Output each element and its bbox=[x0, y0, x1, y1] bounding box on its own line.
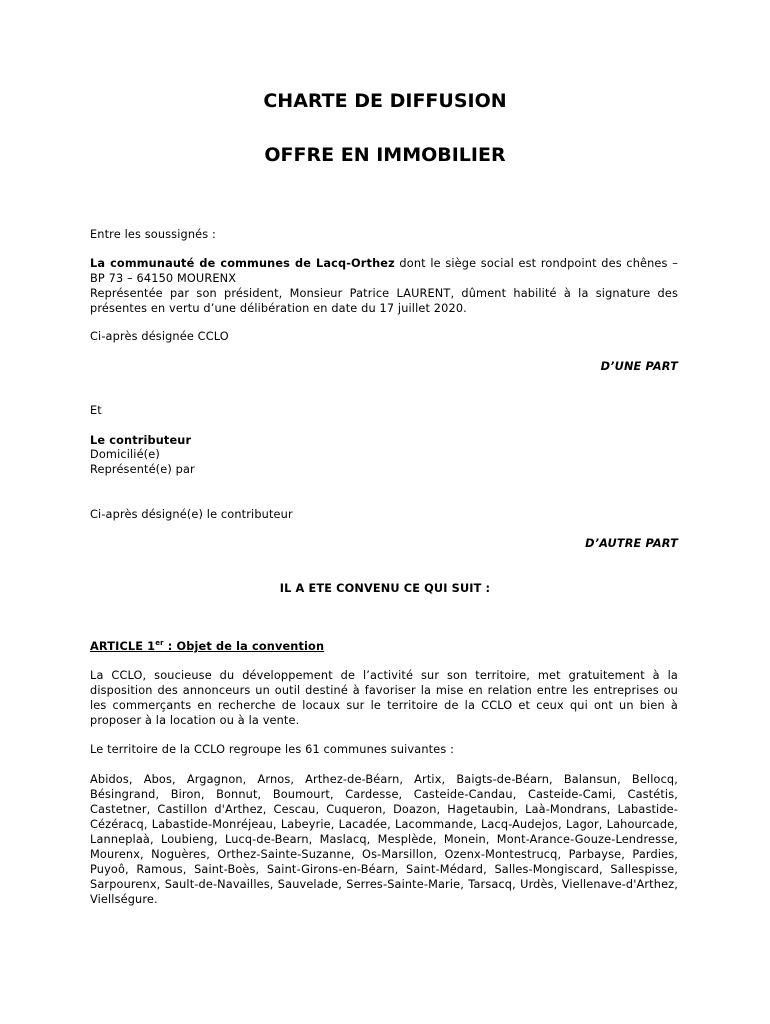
article1-paragraph1: La CCLO, soucieuse du développement de l’activité sur son territoire, met gratuitement à la disposition des annonceurs un outil destiné à favoriser la mise en relation entre les entreprises ou les commerçants en recherche de locaux sur le territoire de la CCLO et ceux qui ont un bien à proposer à la location ou à la vente. bbox=[90, 669, 678, 727]
party2-name bbox=[90, 433, 678, 448]
article1-paragraph2: Le territoire de la CCLO regroupe les 61 communes suivantes : bbox=[90, 743, 455, 756]
party1-designation: Ci-après désignée CCLO bbox=[90, 330, 229, 343]
party1-address: dont le siège social est rondpoint des chênes – BP 73 – 64150 MOURENX bbox=[90, 257, 678, 285]
party1-representation: Représentée par son président, Monsieur Patrice LAURENT, dûment habilité à la signature des présentes en vertu d’une délibération en date du 17 juillet 2020. bbox=[90, 287, 678, 315]
article1-prefix: ARTICLE 1 bbox=[90, 640, 156, 653]
article1-title bbox=[90, 640, 324, 653]
party2-represented: Représenté(e) par bbox=[90, 463, 195, 476]
party2-name-text: Le contributeur bbox=[90, 434, 192, 447]
party1-side: D’UNE PART bbox=[600, 360, 678, 373]
agreement-heading: IL A ETE CONVENU CE QUI SUIT : bbox=[279, 582, 491, 595]
document-title: CHARTE DE DIFFUSION bbox=[263, 90, 507, 112]
party1-name: La communauté de communes de Lacq-Orthez bbox=[90, 257, 395, 270]
article1-sup: er bbox=[155, 639, 164, 647]
and-text: Et bbox=[90, 404, 102, 417]
communes-list: Abidos, Abos, Argagnon, Arnos, Arthez-de-Béarn, Artix, Baigts-de-Béarn, Balansun, Bellocq, Bésingrand, Biron, Bonnut, Boumourt, Cardesse, Casteide-Candau, Casteide-Cami, Castétis, Castetner, Castillon d'Arthez, Cescau, Cuqueron, Doazon, Hagetaubin, Laà-Mondrans, Labastide-Cézéracq, Labastide-Monréjeau, Labeyrie, Lacadée, Lacommande, Lacq-Audejos, Lagor, Lahourcade, Lanneplaà, Loubieng, Lucq-de-Bearn, Maslacq, Mesplède, Monein, Mont-Arance-Gouze-Lendresse, Mourenx, Noguères, Orthez-Sainte-Suzanne, Os-Marsillon, Ozenx-Montestrucq, Parbayse, Pardies, Puyoô, Ramous, Saint-Boès, Saint-Girons-en-Béarn, Saint-Médard, Salles-Mongiscard, Sallespisse, Sarpourenx, Sault-de-Navailles, Sauvelade, Serres-Sainte-Marie, Tarsacq, Urdès, Viellenave-d'Arthez, Viellségure. bbox=[90, 773, 678, 906]
party2-designation: Ci-après désigné(e) le contributeur bbox=[90, 508, 293, 521]
party2-side: D’AUTRE PART bbox=[585, 537, 678, 550]
intro-text: Entre les soussignés : bbox=[90, 228, 216, 241]
article1-heading bbox=[90, 639, 678, 654]
party1-identity bbox=[90, 256, 678, 286]
article1-suffix: : Objet de la convention bbox=[163, 640, 325, 653]
party2-domicile: Domicilié(e) bbox=[90, 448, 160, 461]
document-subtitle: OFFRE EN IMMOBILIER bbox=[264, 144, 506, 166]
